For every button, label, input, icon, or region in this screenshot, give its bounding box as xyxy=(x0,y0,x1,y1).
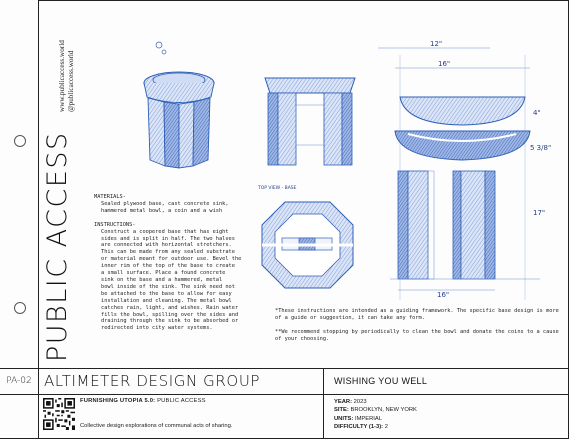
title-block-divider xyxy=(0,394,38,395)
perspective-sketch xyxy=(144,42,214,168)
sheet-id: PA-02 xyxy=(6,376,32,386)
top-view-label: TOP VIEW - BASE xyxy=(258,186,297,191)
website-text: www.publicaccess.world xyxy=(58,40,66,112)
section-elevation-sketch xyxy=(378,40,551,300)
brand-wordmark: PUBLIC ACCESS xyxy=(42,131,73,362)
social-handle: @publicaccess.world xyxy=(67,50,75,112)
meta-units: UNITS: IMPERIAL xyxy=(334,415,383,422)
dim-bowl: 16" xyxy=(438,60,451,68)
binder-hole xyxy=(14,135,26,147)
note-cleaning: **We recommend stopping by periodically to clean the bowl and donate the coins to a cause of your choosing. xyxy=(275,328,559,342)
brand-column xyxy=(40,8,84,364)
qr-code xyxy=(43,398,75,430)
notes-block xyxy=(275,308,560,350)
designer-name: ALTIMETER DESIGN GROUP xyxy=(44,372,261,390)
meta-year: YEAR: 2023 xyxy=(334,399,367,405)
note-guiding-framework: *These instructions are intended as a guiding framework. The specific base design is more of a guide or suggestion, it can take any form. xyxy=(275,308,559,321)
dim-bowl-height: 4" xyxy=(533,109,541,117)
series-name: PUBLIC ACCESS xyxy=(157,398,206,404)
dim-base-width: 16" xyxy=(437,291,450,299)
project-meta xyxy=(334,398,417,431)
title-block-divider xyxy=(38,368,569,369)
materials-heading: MATERIALS- xyxy=(94,194,126,200)
instructions-block xyxy=(94,194,266,332)
dim-sink-height: 5 3/8" xyxy=(530,144,552,152)
dim-base-height: 17" xyxy=(533,209,546,217)
materials-text: Sealed plywood base, cast concrete sink, hammered metal bowl, a coin and a wish xyxy=(101,200,229,214)
front-elevation-sketch xyxy=(265,78,355,165)
instructions-heading: INSTRUCTIONS- xyxy=(94,221,136,228)
series-line xyxy=(80,398,206,404)
instructions-text: Construct a coopered base that has eight sides and is split in half. The two halves are connected with horizontal stretchers. This can be made from any sealed substrate or material meant for outdoor use. Bevel the inner rim of the top of the base to create a small surface. Place a found concrete sink on the base and a hammered, metal bowl inside of the sink. The sink need not be attached to the base to allow for easy installation and cleaning. The metal bowl catches rain, light, and wishes. Rain water fills the bowl, spilling over the sides and draining through the sink to be absorbed or redirected into city water systems. xyxy=(101,228,242,332)
tagline: Collective design explorations of communal acts of sharing. xyxy=(80,423,233,429)
binder-hole xyxy=(14,302,26,314)
meta-difficulty: DIFFICULTY (1-3): 2 xyxy=(334,423,388,430)
title-block-divider xyxy=(323,368,324,439)
project-title: WISHING YOU WELL xyxy=(334,376,428,386)
top-view-sketch xyxy=(257,185,353,288)
series-label: FURNISHING UTOPIA 5.0: xyxy=(80,398,156,404)
title-block-divider xyxy=(38,394,569,395)
dim-top: 12" xyxy=(430,40,443,48)
frame-line xyxy=(38,0,39,439)
meta-site: SITE: BROOKLYN, NEW YORK xyxy=(334,407,417,414)
